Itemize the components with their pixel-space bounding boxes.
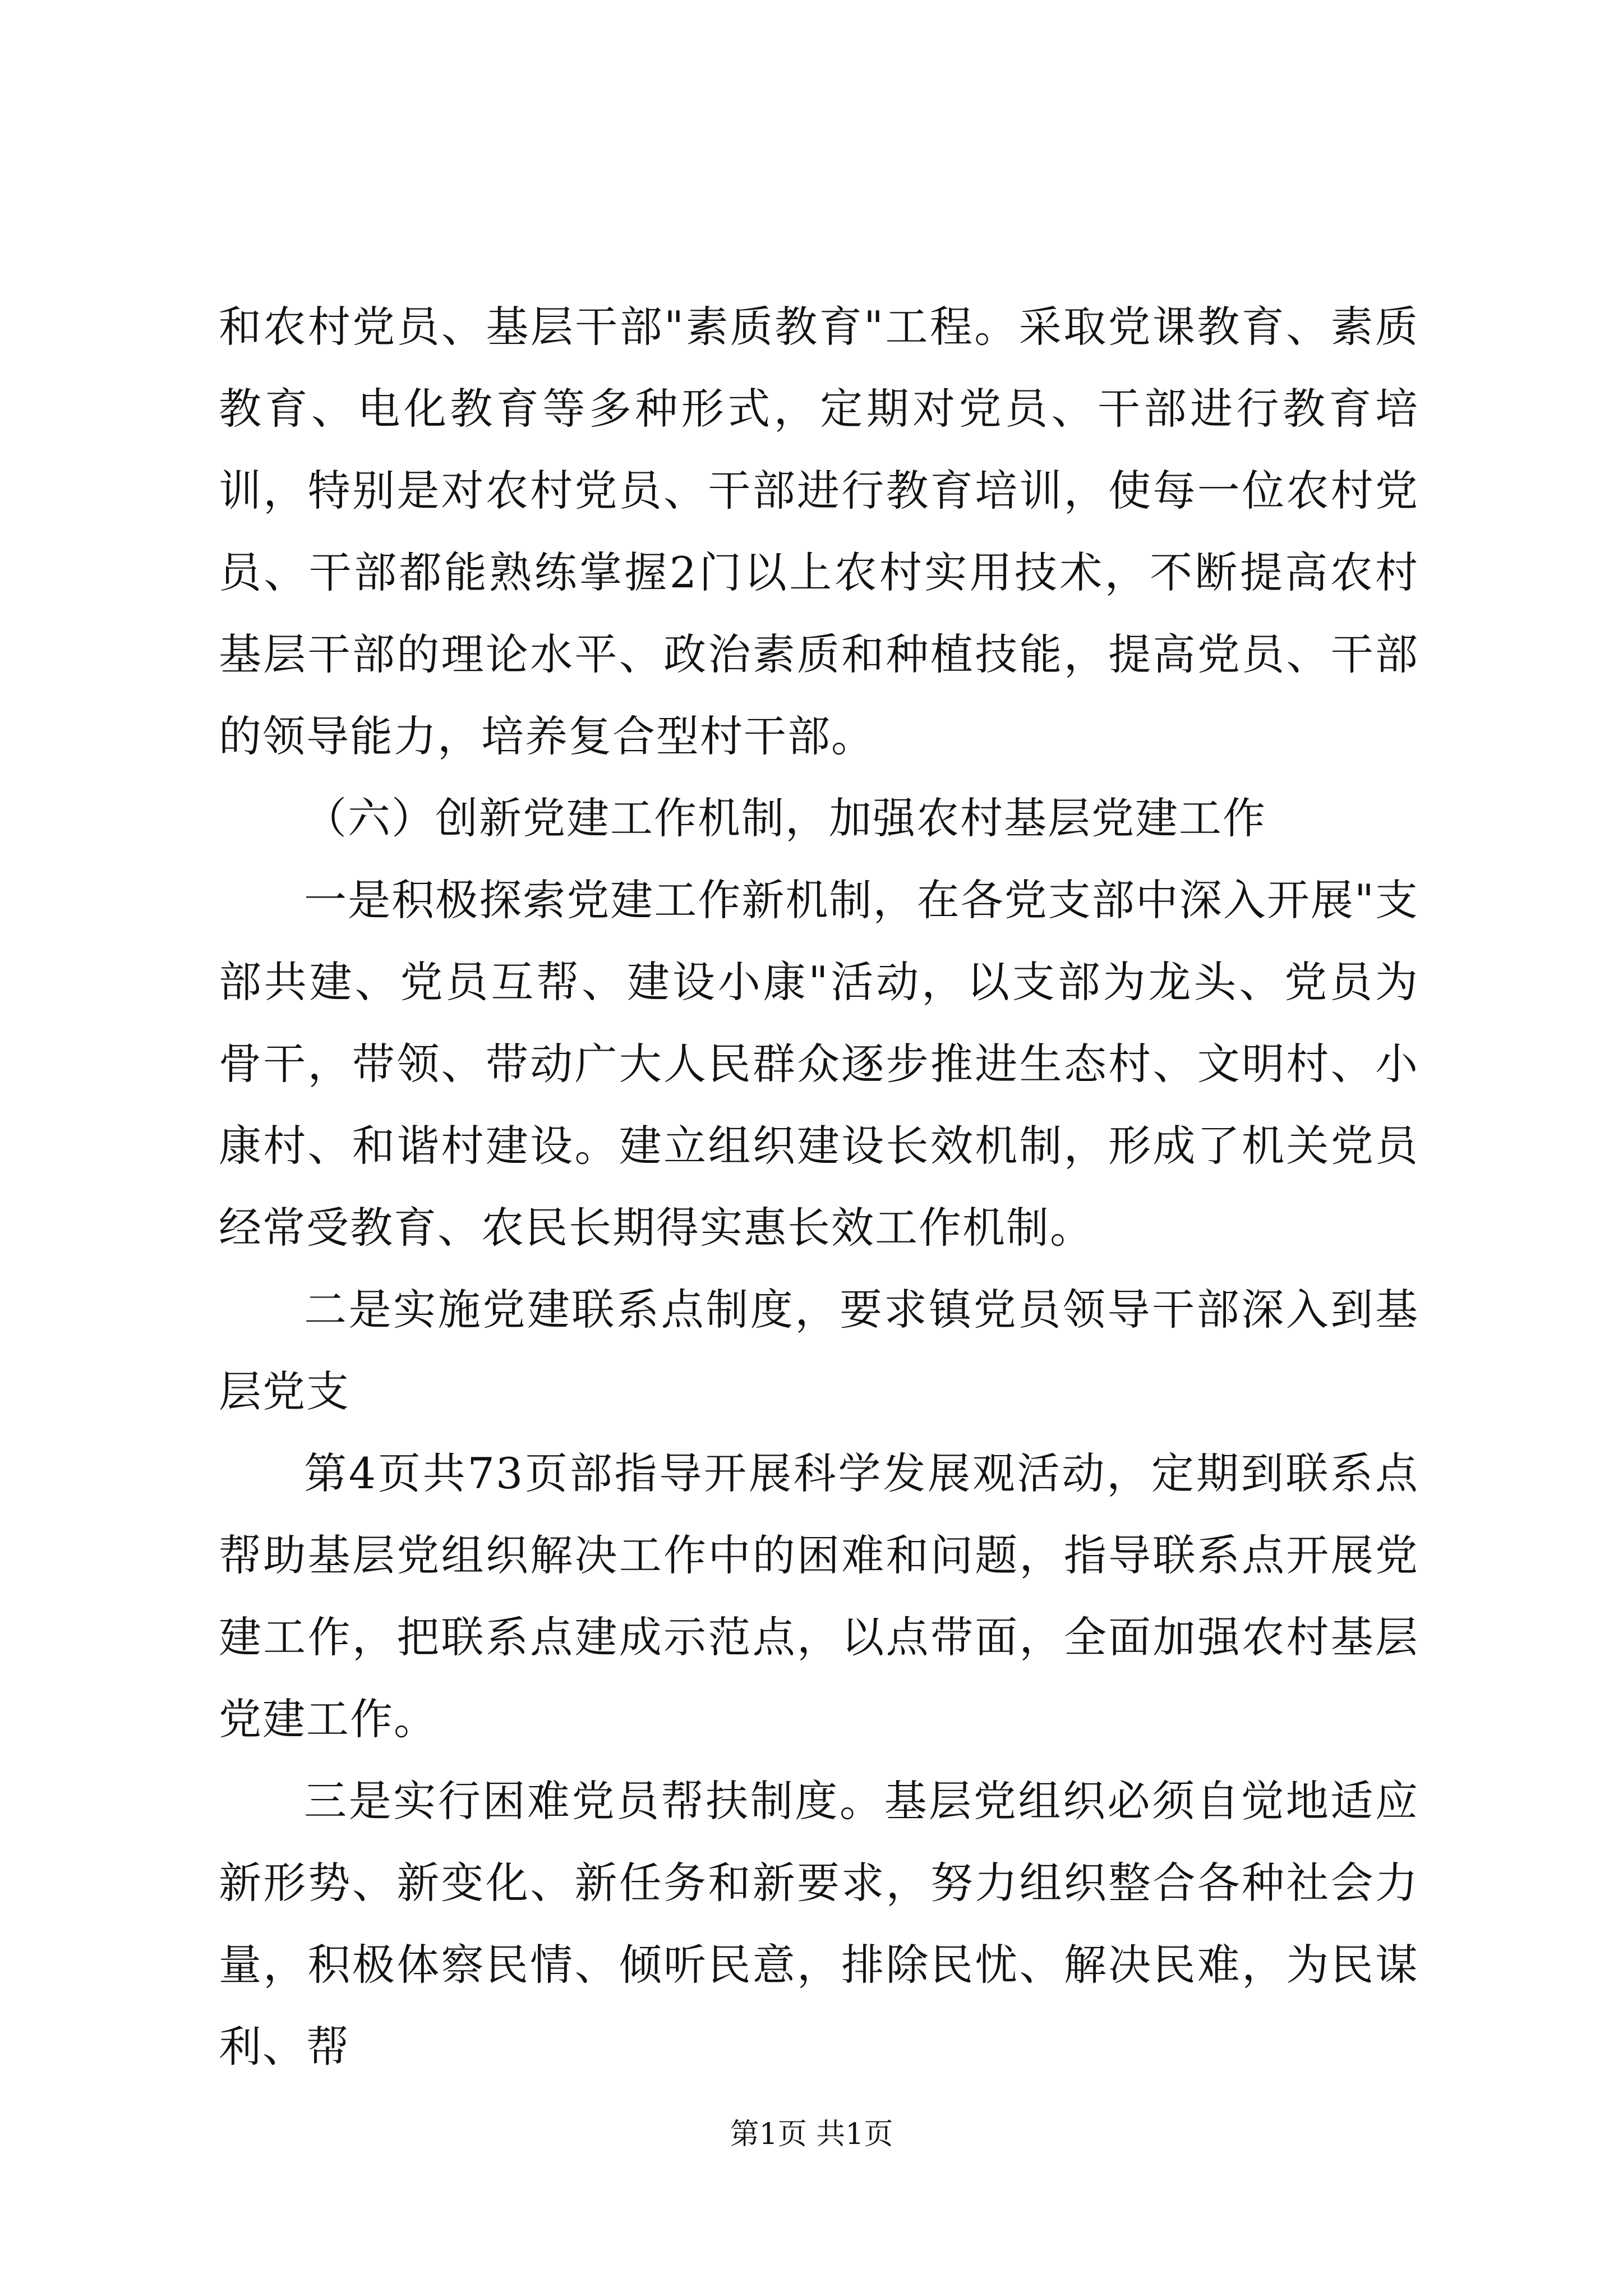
section-heading-6: （六）创新党建工作机制，加强农村基层党建工作 — [304, 793, 1266, 843]
paragraph-5: 三是实行困难党员帮扶制度。基层党组织必须自觉地适应新形势、新变化、新任务和新要求，努力组织整合各种社会力量，积极体察民情、倾听民意，排除民忧、解决民难，为民谋利、帮 — [219, 1776, 1419, 2072]
paragraph-3: 二是实施党建联系点制度，要求镇党员领导干部深入到基层党支 — [219, 1285, 1419, 1416]
paragraph-4: 第4页共73页部指导开展科学发展观活动，定期到联系点帮助基层党组织解决工作中的困难和问题，指导联系点开展党建工作，把联系点建成示范点，以点带面，全面加强农村基层党建工作。 — [219, 1448, 1419, 1744]
page-footer: 第1页 共1页 — [730, 2118, 893, 2151]
paragraph-2: 一是积极探索党建工作新机制，在各党支部中深入开展"支部共建、党员互帮、建设小康"活动，以支部为龙头、党员为骨干，带领、带动广大人民群众逐步推进生态村、文明村、小康村、和谐村建设。建立组织建设长效机制，形成了机关党员经常受教育、农民长期得实惠长效工作机制。 — [219, 875, 1419, 1253]
document-body — [219, 286, 1419, 2088]
paragraph-1: 和农村党员、基层干部"素质教育"工程。采取党课教育、素质教育、电化教育等多种形式，定期对党员、干部进行教育培训，特别是对农村党员、干部进行教育培训，使每一位农村党员、干部都能熟练掌握2门以上农村实用技术，不断提高农村基层干部的理论水平、政治素质和种植技能，提高党员、干部的领导能力，培养复合型村干部。 — [219, 302, 1419, 761]
